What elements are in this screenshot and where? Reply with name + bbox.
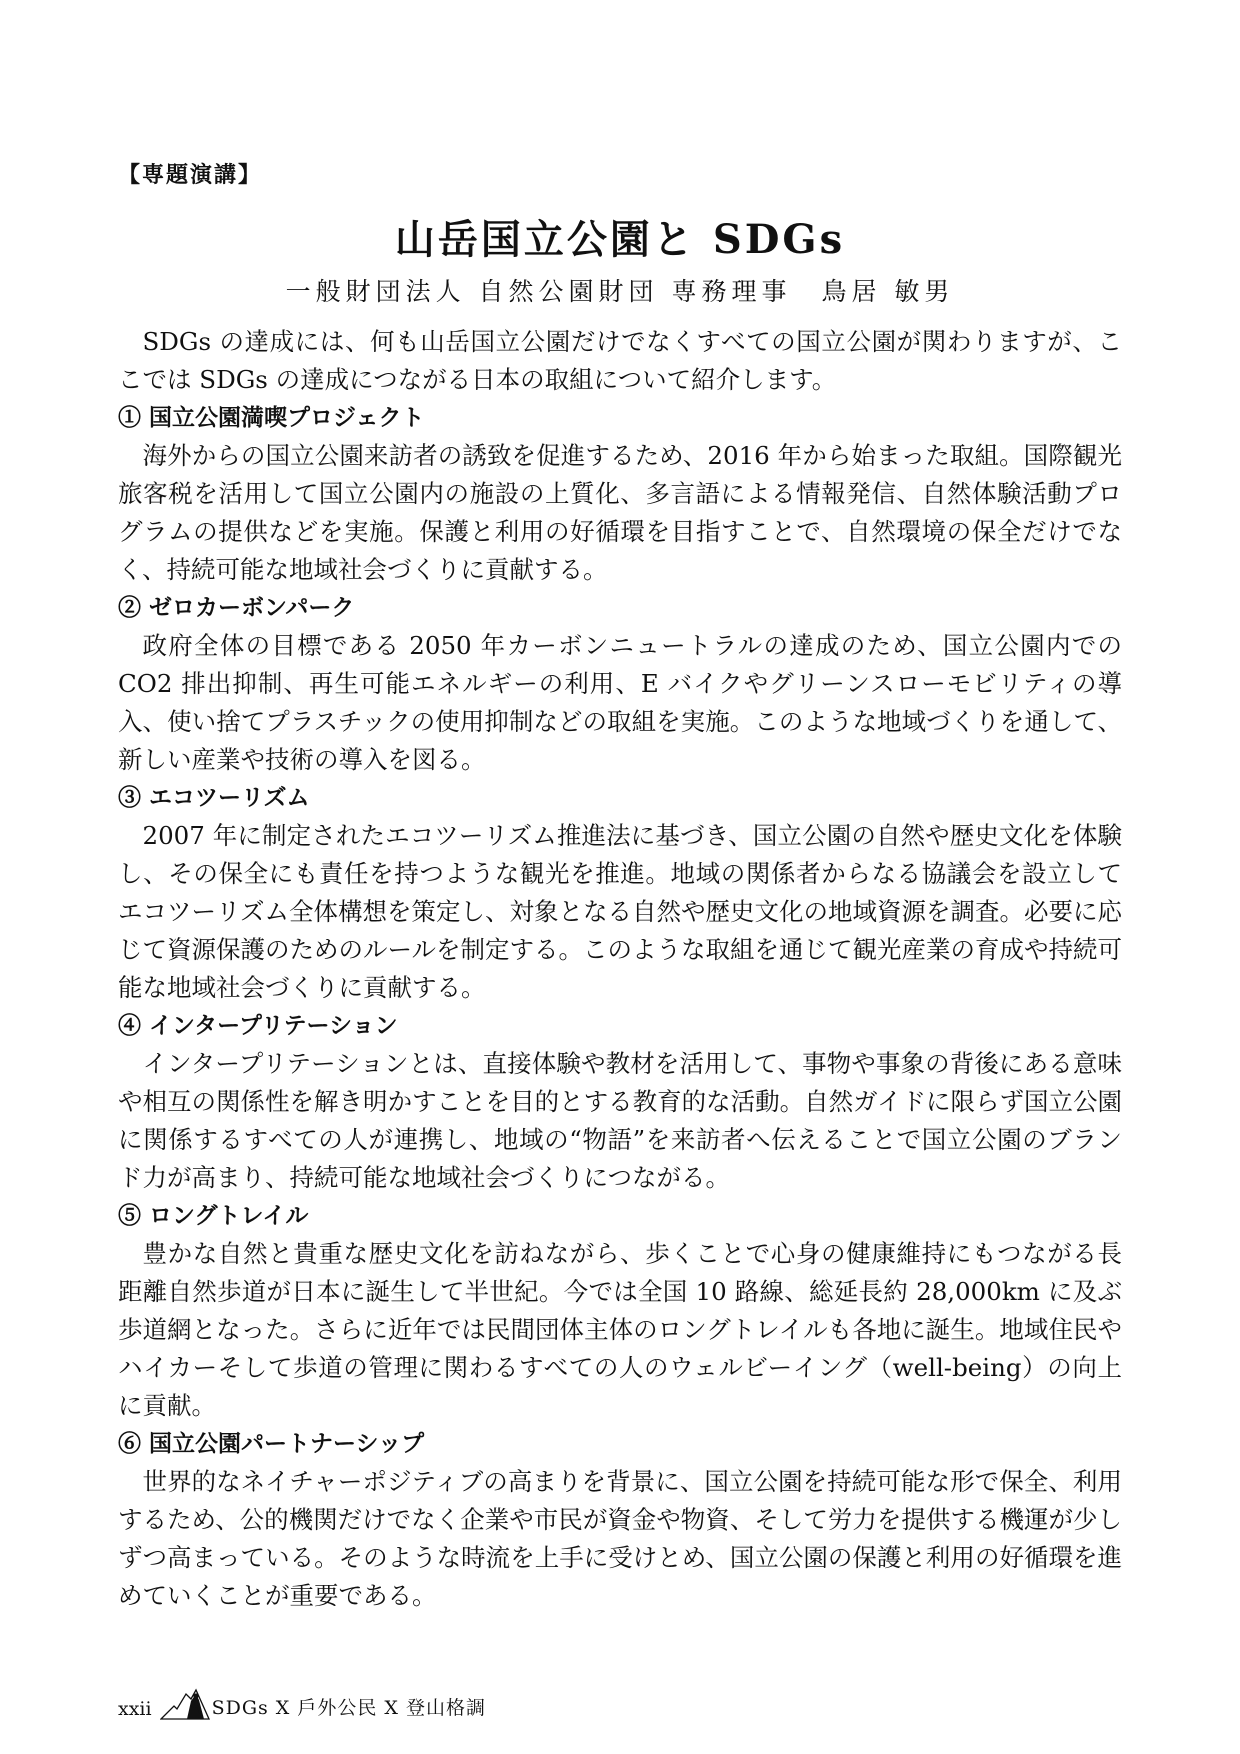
section-heading-5: ⑤ ロングトレイル [118,1202,309,1229]
section-text-4: インタープリテーションとは、直接体験や教材を活用して、事物や事象の背後にある意味や相互の関係性を解き明かすことを目的とする教育的な活動。自然ガイドに限らず国立公園に関係するすべての人が連携し、地域の“物語”を来訪者へ伝えることで国立公園のブランド力が高まり、持続可能な地域社会づくりにつながる。 [118,1049,1122,1192]
footer-text: SDGs X 戶外公民 X 登山格調 [211,1697,486,1719]
page-number: xxii [118,1698,152,1720]
section-text-1: 海外からの国立公園来訪者の誘致を促進するため、2016 年から始まった取組。国際観光旅客税を活用して国立公園内の施設の上質化、多言語による情報発信、自然体験活動プログラムの提供などを実施。保護と利用の好循環を目指すことで、自然環境の保全だけでなく、持続可能な地域社会づくりに貢献する。 [118,441,1122,584]
section-text-2: 政府全体の目標である 2050 年カーボンニュートラルの達成のため、国立公園内での CO2 排出抑制、再生可能エネルギーの利用、E バイクやグリーンスローモビリティの導入、使い捨てプラスチックの使用抑制などの取組を実施。このような地域づくりを通して、新しい産業や技術の導入を図る。 [118,631,1122,774]
section-heading-2: ② ゼロカーボンパーク [118,594,355,621]
section-text-3: 2007 年に制定されたエコツーリズム推進法に基づき、国立公園の自然や歴史文化を体験し、その保全にも責任を持つような観光を推進。地域の関係者からなる協議会を設立してエコツーリズム全体構想を策定し、対象となる自然や歴史文化の地域資源を調査。必要に応じて資源保護のためのルールを制定する。このような取組を通じて観光産業の育成や持続可能な地域社会づくりに貢献する。 [118,821,1123,1002]
intro-paragraph: SDGs の達成には、何も山岳国立公園だけでなくすべての国立公園が関わりますが、ここでは SDGs の達成につながる日本の取組について紹介します。 [118,327,1122,394]
section-heading-1: ① 国立公園満喫プロジェクト [118,404,425,431]
author-line: 一般財団法人 自然公園財団 専務理事 鳥居 敏男 [285,277,955,306]
section-text-6: 世界的なネイチャーポジティブの高まりを背景に、国立公園を持続可能な形で保全、利用するため、公的機関だけでなく企業や市民が資金や物資、そして労力を提供する機運が少しずつ高まっている。そのような時流を上手に受けとめ、国立公園の保護と利用の好循環を進めていくことが重要である。 [118,1467,1123,1610]
section-text-5: 豊かな自然と貴重な歴史文化を訪ねながら、歩くことで心身の健康維持にもつながる長距離自然歩道が日本に誕生して半世紀。今では全国 10 路線、総延長約 28,000km に及ぶ歩道網となった。さらに近年では民間団体主体のロングトレイルも各地に誕生。地域住民やハイカーそして歩道の管理に関わるすべての人のウェルビーイング（well-being）の向上に貢献。 [118,1239,1122,1420]
section-heading-6: ⑥ 国立公園パートナーシップ [118,1430,425,1457]
mountain-climber-icon [160,1686,210,1720]
article-body [118,323,1122,1615]
section-tag: 【専題演講】 [118,162,263,188]
page-title: 山岳国立公園と SDGs [394,216,846,263]
section-heading-3: ③ エコツーリズム [118,784,310,811]
page-footer [118,1686,486,1720]
section-heading-4: ④ インタープリテーション [118,1012,398,1039]
